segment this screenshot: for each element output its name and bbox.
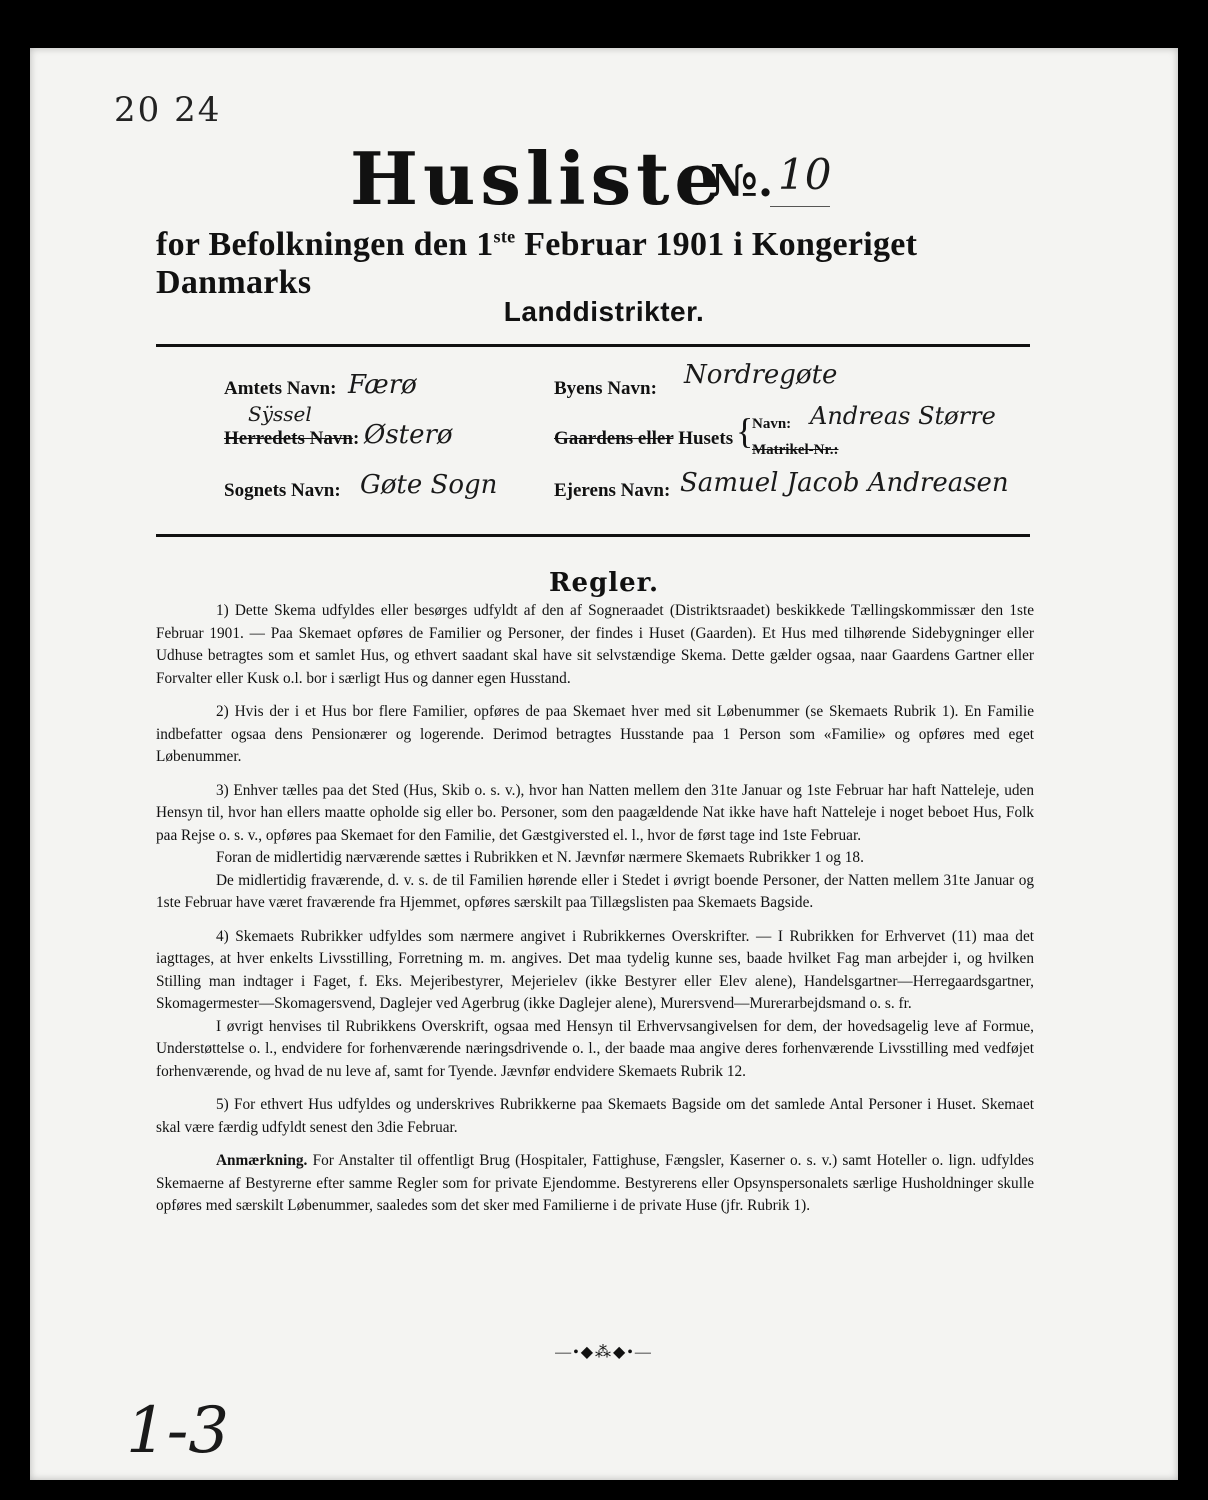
house-list-number: 10 [778,150,832,199]
bottom-rule [156,534,1030,537]
note-paragraph [156,1150,1034,1218]
handwritten-sheet-range: 1-3 [126,1394,230,1468]
top-rule [156,344,1030,347]
rule-4: 4) Skemaets Rubrikker udfyldes som nærmere angivet i Rubrikkernes Overskrifter. — I Rubrikken for Erhvervet (11) maa det iagttages, at hver enkelts Livsstilling, Forretning m. m. angives. Det maa tydelig kunne ses, baade hvilket Fag man arbejder i, og hvilken Stilling man indtager i Faget, f. Eks. Mejeribestyrer, Mejerielev (ikke Bestyrer eller Elev alene), Handelsgartner—Herregaardsgartner, Skomagermester—Skomagersvend, Daglejer ved Agerbrug (ikke Daglejer alene), Murersvend—Murerarbejdsmand o. s. fr. [156,927,1034,1012]
by-value: Nordregøte [684,360,838,390]
amt-value: Færø [348,370,417,400]
herred-value: Østerø [364,420,453,450]
archive-stamp-number: 20 24 [114,90,222,130]
subtitle-sup: ste [493,226,516,247]
herred-colon: : [352,428,360,449]
rule-3-foran: Foran de midlertidig nærværende sættes i Rubrikken et N. Jævnfør nærmere Skemaets Rubrikker 1 og 18. [216,849,864,866]
rule-2: 2) Hvis der i et Hus bor flere Familier, opføres de paa Skemaet hver med sit Løbenummer (se Skemaets Rubrik 1). En Familie indbefatter ogsaa dens Pensionærer og logerende. Derimod betragtes Husstande paa 1 Person som «Familie» og opføres med eget Løbenummer. [156,703,1034,765]
note-text: For Anstalter til offentligt Brug (Hospitaler, Fattighuse, Fængsler, Kaserner o. s. v.) samt Hoteller o. lign. udfyldes Skemaerne af Bestyrerne efter samme Regler som for private Ejendomme. Bestyrerens eller Opsynspersonalets særlige Husholdninger skulle opføres med særskilt Løbenummer, saaledes som det sker med Familierne i de private Huse (jfr. Rubrik 1). [156,1152,1034,1214]
rule-3: 3) Enhver tælles paa det Sted (Hus, Skib o. s. v.), hvor han Natten mellem den 31te Januar og 1ste Februar har haft Natteleje, uden Hensyn til, hvor han ellers maatte opholde sig eller bo. Personer, som den paagældende Nat ikke have haft Natteleje i noget beboet Hus, Folk paa Rejse o. s. v., opføres paa Skemaet for den Familie, det Gæstgiversted el. l., hvor de først tage ind 1ste Februar. [156,781,1034,844]
rules-body [156,600,1034,1229]
navn-value: Andreas Større [810,402,996,430]
rules-heading: Regler. [548,568,660,598]
field-brace: { [736,411,754,451]
husets-label-wrap [554,428,733,450]
form-district-type: Landdistrikter. [503,296,705,327]
census-form-page [30,48,1178,1480]
rule-4-oevrigt: I øvrigt henvises til Rubrikkens Overskrift, ogsaa med Hensyn til Erhvervsangivelsen for dem, der hovedsagelig leve af Formue, Understøttelse o. l., endvidere for forhenværende næringsdrivende o. l., der baade maa angive deres forhenværende Livsstilling med vedføjet forhenværende, og hvad de nu leve af, samt for Tyende. Jævnfør endvidere Skemaets Rubrik 12. [156,1017,1034,1080]
number-underline [770,206,830,207]
note-label: Anmærkning. [216,1152,308,1169]
herred-label-struck: Herredets Navn [224,428,353,449]
ornament-divider: —•◆⁂◆•— [555,1344,653,1361]
herred-correction: Sÿssel [248,402,312,426]
rule-3-fravaerende: De midlertidig fraværende, d. v. s. de til Familien hørende eller i Stedet i øvrigt boende Personer, der Natten mellem 31te Januar og 1ste Februar have været fraværende fra Hjemmet, opføres særskilt paa Tillægslisten paa Skemaets Bagside. [156,871,1034,911]
rule-1: 1) Dette Skema udfyldes eller besørges udfyldt af den af Sogneraadet (Distriktsraadet) beskikkede Tællingskommissær den 1ste Februar 1901. — Paa Skemaet opføres de Familier og Personer, der findes i Huset (Gaarden). Et Hus med tilhørende Sidebygninger eller Udhuse betragtes som et samlet Hus, og ethvert saadant skal have sit selvstændige Skema. Dette gælder ogsaa, naar Gaardens Gartner eller Forvalter eller Kusk o.l. bor i særligt Hus og danner egen Husstand. [156,602,1034,687]
sogn-label: Sognets Navn: [224,480,341,501]
rule-5: 5) For ethvert Hus udfyldes og underskrives Rubrikkerne paa Skemaets Bagside om det samlede Antal Personer i Huset. Skemaet skal være færdig udfyldt senest den 3die Februar. [156,1096,1034,1136]
subtitle-post: Februar 1901 i Kongeriget Danmarks [156,226,918,301]
form-subtitle [156,226,1056,302]
ejer-label: Ejerens Navn: [554,480,671,501]
form-title: Husliste [350,136,726,221]
herred-label-wrap [224,428,359,450]
subtitle-pre: for Befolkningen den 1 [156,226,494,263]
navn-label: Navn: [752,416,792,432]
amt-label: Amtets Navn: [224,378,337,399]
sogn-value: Gøte Sogn [360,470,498,500]
gaard-label-struck: Gaardens eller [554,428,674,449]
matrikel-label: Matrikel-Nr.: [752,442,839,458]
by-label: Byens Navn: [554,378,657,399]
number-label: №. [710,156,774,207]
husets-label: Husets [673,428,734,449]
ejer-value: Samuel Jacob Andreasen [680,468,1009,498]
